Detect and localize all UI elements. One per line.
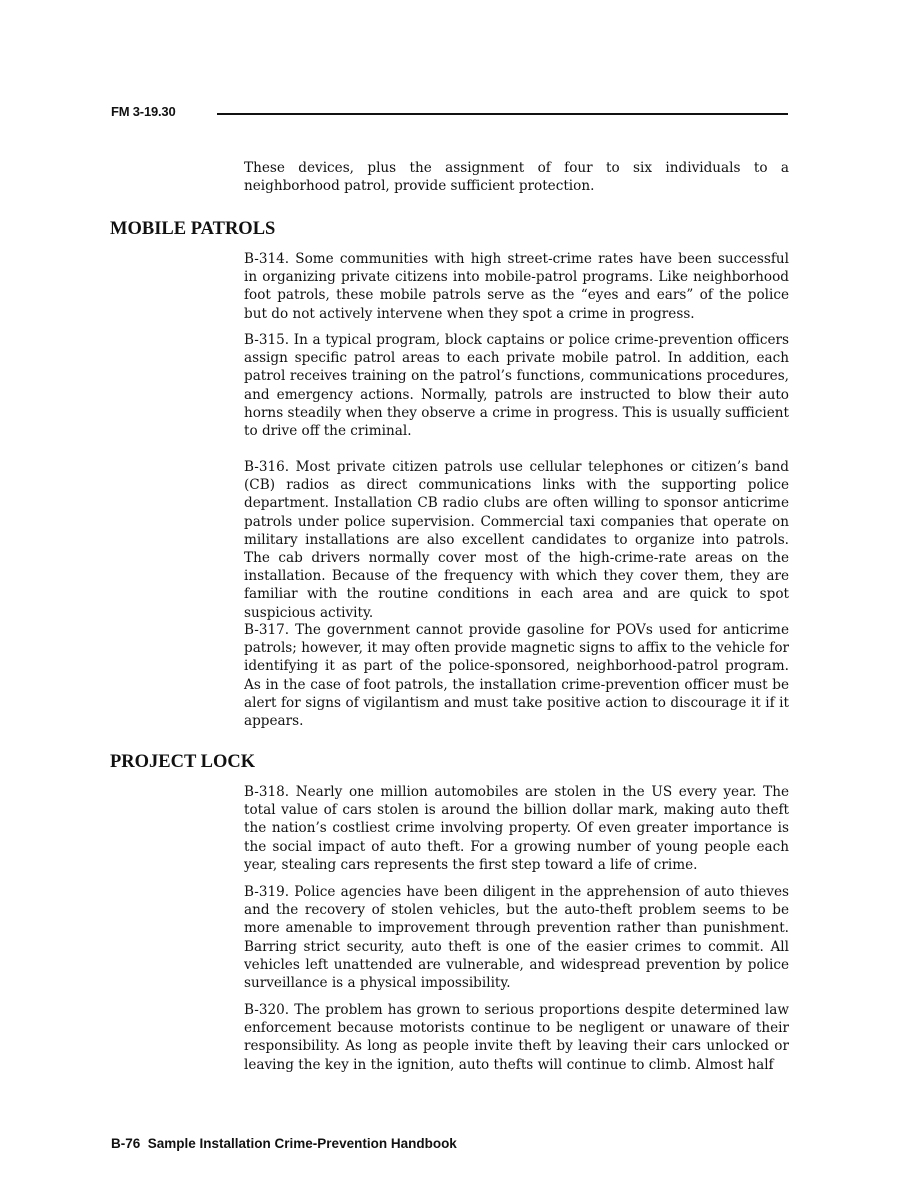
paragraph-b320: B-320. The problem has grown to serious proportions despite determined law enforcement because motorists continue to be negligent or unaware of their responsibility. As long as people invite theft by leaving their cars unlocked or leaving the key in the ignition, auto thefts will continue to climb. Almost half — [244, 1002, 789, 1073]
paragraph-b316: B-316. Most private citizen patrols use cellular telephones or citizen’s band (CB) radios as direct communications links with the supporting police department. Installation CB radio clubs are often willing to sponsor anticrime patrols under police supervision. Commercial taxi companies that operate on military installations are also excellent candidates to organize into patrols. The cab drivers normally cover most of the high-crime-rate areas on the installation. Because of the frequency with which they cover them, they are familiar with the routine conditions in each area and are quick to spot suspicious activity. — [244, 459, 789, 621]
manual-number: FM 3-19.30 — [111, 104, 176, 119]
heading-mobile-patrols: MOBILE PATROLS — [110, 219, 276, 239]
paragraph-b318: B-318. Nearly one million automobiles are stolen in the US every year. The total value of cars stolen is around the billion dollar mark, making auto theft the nation’s costliest crime involving property. Of even greater importance is the social impact of auto theft. For a growing number of young people each year, stealing cars represents the first step toward a life of crime. — [244, 784, 789, 873]
heading-project-lock: PROJECT LOCK — [110, 752, 256, 772]
paragraph-b317: B-317. The government cannot provide gasoline for POVs used for anticrime patrols; however, it may often provide magnetic signs to affix to the vehicle for identifying it as part of the police-sponsored, neighborhood-patrol program. As in the case of foot patrols, the installation crime-prevention officer must be alert for signs of vigilantism and must take positive action to discourage it if it appears. — [244, 622, 789, 730]
paragraph-b315: B-315. In a typical program, block captains or police crime-prevention officers assign specific patrol areas to each private mobile patrol. In addition, each patrol receives training on the patrol’s functions, communications procedures, and emergency actions. Normally, patrols are instructed to blow their auto horns steadily when they observe a crime in progress. This is usually sufficient to drive off the criminal. — [244, 332, 789, 440]
page-footer: B-76 Sample Installation Crime-Prevention Handbook — [111, 1136, 457, 1151]
intro-paragraph: These devices, plus the assignment of four to six individuals to a neighborhood patrol, provide sufficient protection. — [244, 160, 789, 195]
paragraph-b314: B-314. Some communities with high street-crime rates have been successful in organizing private citizens into mobile-patrol programs. Like neighborhood foot patrols, these mobile patrols serve as the “eyes and ears” of the police but do not actively intervene when they spot a crime in progress. — [244, 251, 789, 322]
header-rule — [217, 113, 788, 115]
paragraph-b319: B-319. Police agencies have been diligent in the apprehension of auto thieves and the recovery of stolen vehicles, but the auto-theft problem seems to be more amenable to improvement through prevention rather than punishment. Barring strict security, auto theft is one of the easier crimes to commit. All vehicles left unattended are vulnerable, and widespread prevention by police surveillance is a physical impossibility. — [244, 884, 789, 992]
